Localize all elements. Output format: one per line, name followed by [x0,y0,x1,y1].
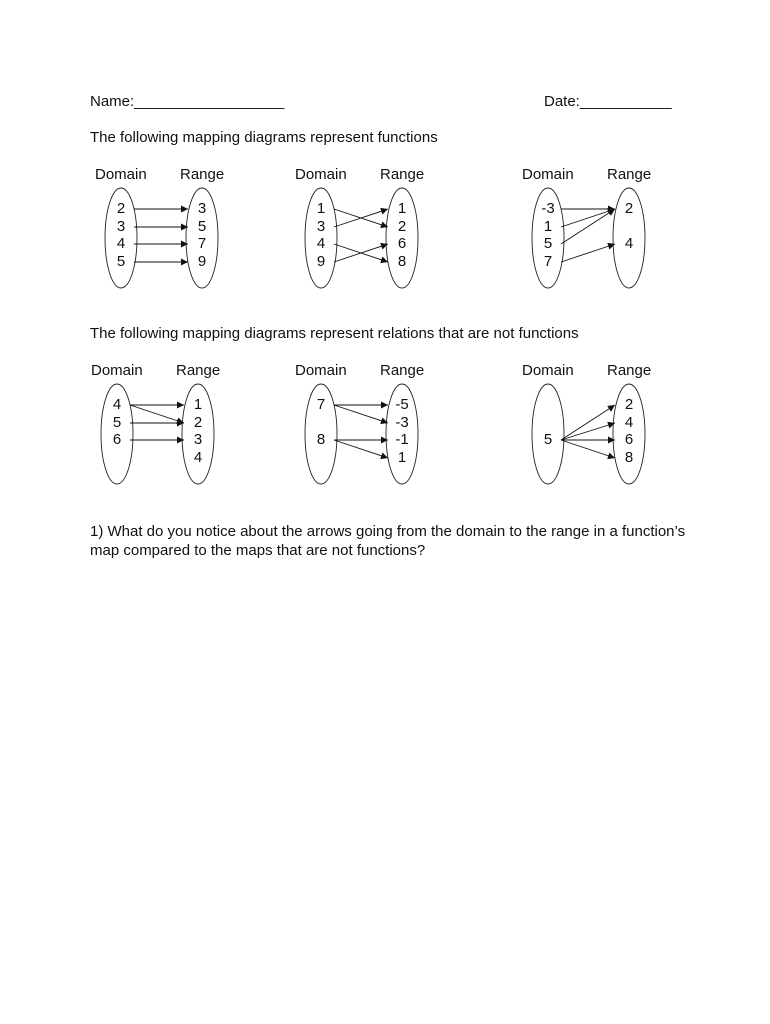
question-1: 1) What do you notice about the arrows going from the domain to the range in a function’s map compared to the maps that are not functions? [90,523,686,559]
domain-value: 5 [112,414,122,431]
range-value: -3 [395,414,409,431]
domain-value: 2 [116,200,126,217]
range-label: Range [380,166,425,183]
domain-label: Domain [95,166,147,183]
range-value: -1 [395,431,409,448]
domain-value: 7 [316,396,326,413]
domain-label: Domain [295,362,347,379]
domain-value: 3 [316,218,326,235]
domain-value: 4 [112,396,122,413]
mapping-arrow [334,405,388,423]
mapping-arrow [561,423,615,440]
name-field: Name:__________________ [90,93,285,110]
section-heading-relations: The following mapping diagrams represent relations that are not functions [90,325,579,342]
mapping-arrow [334,440,388,458]
mapping-svg [290,358,440,493]
range-value: 6 [624,431,634,448]
domain-label: Domain [295,166,347,183]
mapping-svg [517,358,667,493]
range-value: 3 [193,431,203,448]
range-value: 2 [193,414,203,431]
domain-value: 8 [316,431,326,448]
range-value: 8 [624,449,634,466]
range-value: 2 [397,218,407,235]
mapping-arrow [561,440,615,458]
mapping-arrow [561,244,615,262]
domain-value: 7 [543,253,553,270]
domain-value: 6 [112,431,122,448]
date-field: Date:___________ [544,93,672,110]
domain-value: 5 [543,431,553,448]
range-value: 1 [397,449,407,466]
range-value: 6 [397,235,407,252]
range-label: Range [380,362,425,379]
domain-value: 4 [316,235,326,252]
range-value: 5 [197,218,207,235]
range-value: -5 [395,396,409,413]
range-label: Range [607,362,652,379]
mapping-arrow [561,209,615,227]
range-label: Range [176,362,221,379]
range-value: 4 [624,235,634,252]
section-heading-functions: The following mapping diagrams represent functions [90,129,438,146]
domain-label: Domain [91,362,143,379]
range-value: 2 [624,396,634,413]
domain-value: 1 [543,218,553,235]
range-value: 3 [197,200,207,217]
range-value: 4 [193,449,203,466]
domain-value: -3 [541,200,555,217]
range-value: 1 [193,396,203,413]
domain-value: 5 [116,253,126,270]
range-value: 1 [397,200,407,217]
range-value: 7 [197,235,207,252]
mapping-arrow [561,405,615,440]
domain-value: 1 [316,200,326,217]
range-value: 4 [624,414,634,431]
range-value: 2 [624,200,634,217]
mapping-arrow [130,405,184,423]
range-label: Range [607,166,652,183]
domain-value: 4 [116,235,126,252]
domain-value: 3 [116,218,126,235]
domain-value: 9 [316,253,326,270]
domain-label: Domain [522,166,574,183]
range-value: 8 [397,253,407,270]
domain-label: Domain [522,362,574,379]
domain-value: 5 [543,235,553,252]
mapping-arrow [561,209,615,244]
range-value: 9 [197,253,207,270]
range-label: Range [180,166,225,183]
